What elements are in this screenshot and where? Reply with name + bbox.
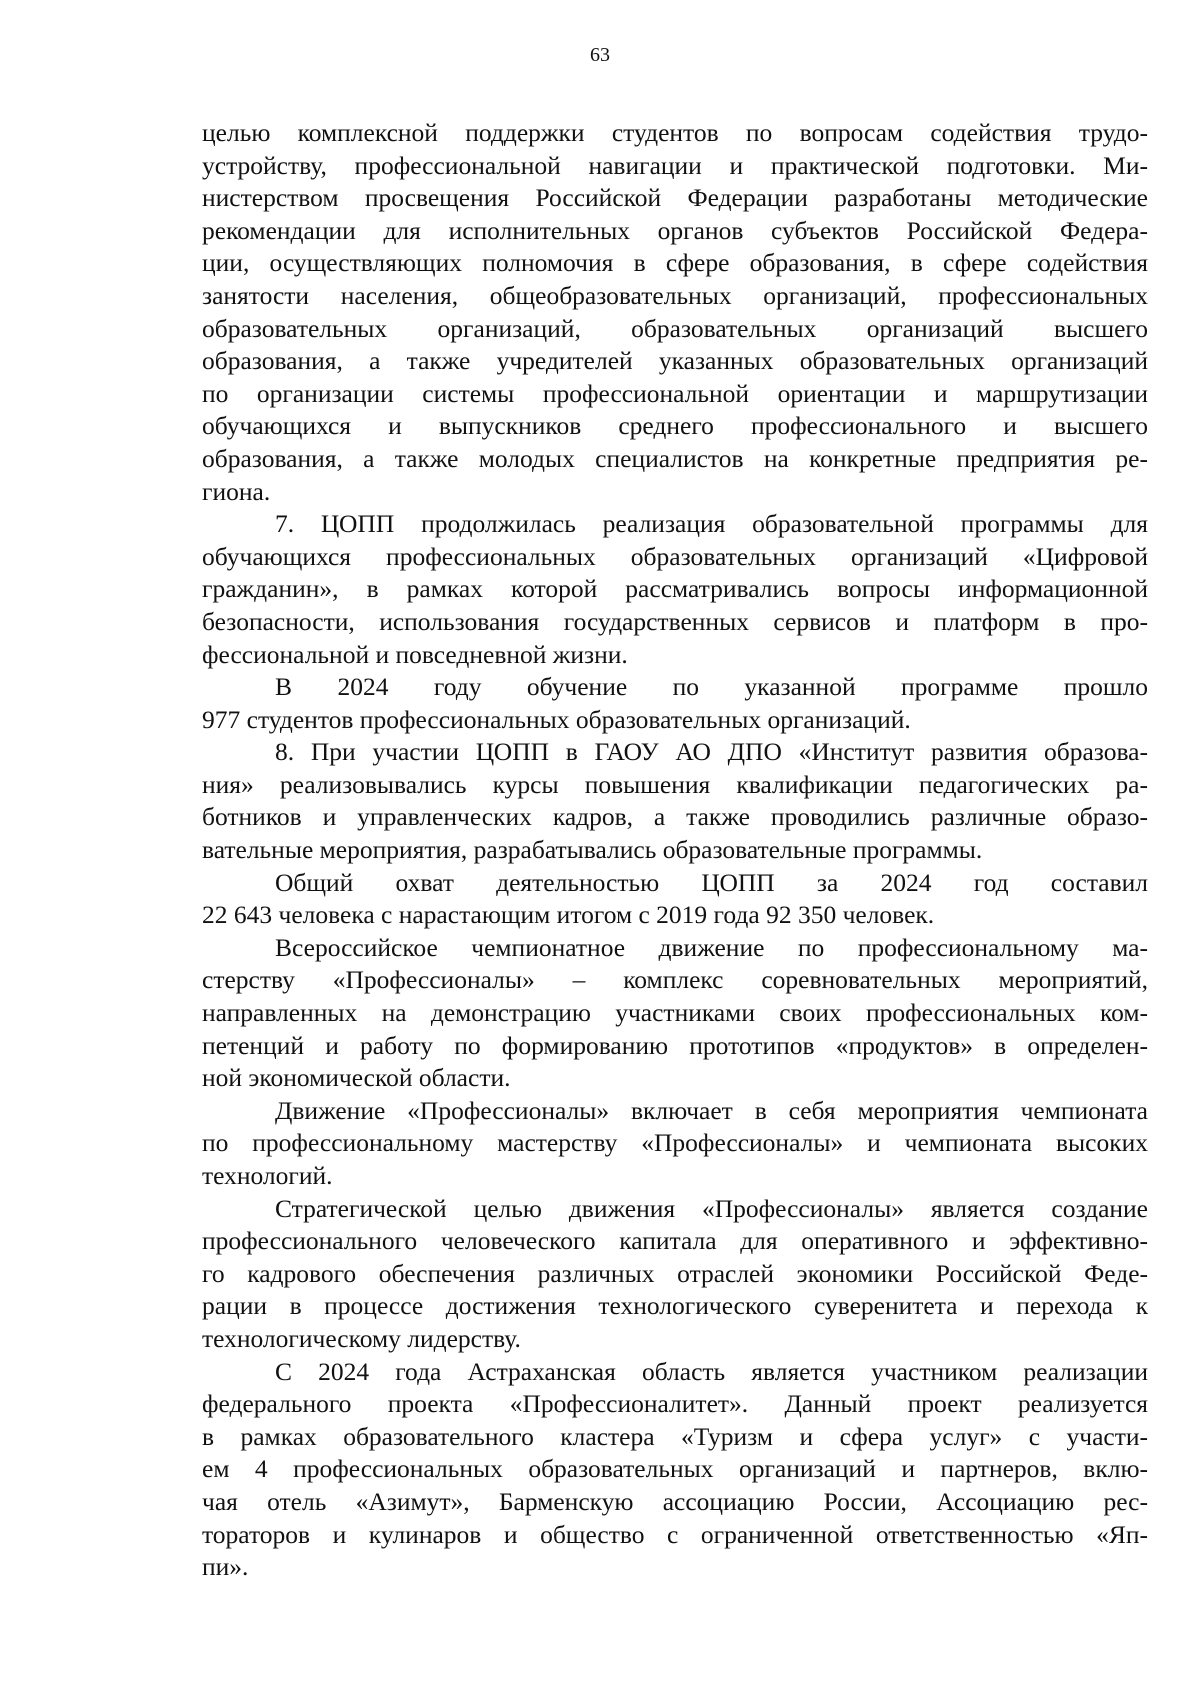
- paragraph-2: [202, 508, 1148, 671]
- text-line: ния» реализовывались курсы повышения квалификации педагогических ра-: [202, 769, 1148, 799]
- text-line: технологий.: [202, 1161, 333, 1190]
- paragraph-8: [202, 1193, 1148, 1356]
- text-line: занятости населения, общеобразовательных организаций, профессиональных: [202, 280, 1148, 310]
- text-line: петенций и работу по формированию прототипов «продуктов» в определен-: [202, 1030, 1148, 1060]
- text-line: по профессиональному мастерству «Профессионалы» и чемпионата высоких: [202, 1128, 1148, 1158]
- text-line: ной экономической области.: [202, 1063, 511, 1093]
- paragraph-5: [202, 867, 1148, 932]
- text-line: нистерством просвещения Российской Федерации разработаны методические: [202, 183, 1148, 213]
- text-line: пи».: [202, 1552, 249, 1582]
- paragraph-7: [202, 1095, 1148, 1193]
- paragraph-3: [202, 671, 1148, 736]
- text-line: направленных на демонстрацию участниками своих профессиональных ком-: [202, 998, 1148, 1028]
- text-line: вательные мероприятия, разрабатывались образовательные программы.: [202, 835, 983, 865]
- text-line: безопасности, использования государственных сервисов и платформ в про-: [202, 606, 1148, 636]
- text-line: Движение «Профессионалы» включает в себя мероприятия чемпионата: [275, 1095, 1148, 1125]
- text-line: 7. ЦОПП продолжилась реализация образовательной программы для: [275, 509, 1148, 539]
- text-line: федерального проекта «Профессионалитет». Данный проект реализуется: [202, 1389, 1148, 1419]
- text-line: ции, осуществляющих полномочия в сфере образования, в сфере содействия: [202, 248, 1148, 278]
- text-line: ем 4 профессиональных образовательных организаций и партнеров, вклю-: [202, 1454, 1148, 1484]
- text-line: гражданин», в рамках которой рассматривались вопросы информационной: [202, 574, 1148, 604]
- text-line: чая отель «Азимут», Барменскую ассоциацию России, Ассоциацию рес-: [202, 1486, 1148, 1516]
- text-line: обучающихся профессиональных образовательных организаций «Цифровой: [202, 541, 1148, 571]
- document-body: [202, 117, 1148, 1584]
- text-line: В 2024 году обучение по указанной программе прошло: [275, 672, 1148, 702]
- text-line: Всероссийское чемпионатное движение по профессиональному ма-: [275, 932, 1148, 962]
- text-line: 22 643 человека с нарастающим итогом с 2019 года 92 350 человек.: [202, 900, 935, 930]
- paragraph-6: [202, 932, 1148, 1095]
- text-line: 977 студентов профессиональных образовательных организаций.: [202, 704, 911, 734]
- text-line: профессионального человеческого капитала для оперативного и эффективно-: [202, 1226, 1148, 1256]
- text-line: обучающихся и выпускников среднего профессионального и высшего: [202, 411, 1148, 441]
- text-line: 8. При участии ЦОПП в ГАОУ АО ДПО «Институт развития образова-: [275, 737, 1148, 767]
- text-line: стерству «Профессионалы» – комплекс соревновательных мероприятий,: [202, 965, 1148, 995]
- page-number: 63: [590, 44, 610, 66]
- text-line: рекомендации для исполнительных органов субъектов Российской Федера-: [202, 215, 1148, 245]
- text-line: образования, а также учредителей указанных образовательных организаций: [202, 346, 1148, 376]
- text-line: го кадрового обеспечения различных отраслей экономики Российской Феде-: [202, 1258, 1148, 1288]
- paragraph-1: [202, 117, 1148, 508]
- text-line: тораторов и кулинаров и общество с ограниченной ответственностью «Яп-: [202, 1519, 1148, 1549]
- text-line: фессиональной и повседневной жизни.: [202, 639, 628, 669]
- text-line: в рамках образовательного кластера «Туризм и сфера услуг» с участи-: [202, 1421, 1148, 1451]
- paragraph-4: [202, 736, 1148, 866]
- text-line: ботников и управленческих кадров, а также проводились различные образо-: [202, 802, 1148, 832]
- text-line: целью комплексной поддержки студентов по вопросам содействия трудо-: [202, 118, 1148, 147]
- paragraph-9: [202, 1356, 1148, 1584]
- text-line: рации в процессе достижения технологического суверенитета и перехода к: [202, 1291, 1148, 1321]
- text-line: Стратегической целью движения «Профессионалы» является создание: [275, 1193, 1148, 1223]
- text-line: гиона.: [202, 476, 271, 506]
- text-line: образовательных организаций, образовательных организаций высшего: [202, 313, 1148, 343]
- text-line: образования, а также молодых специалистов на конкретные предприятия ре-: [202, 443, 1148, 473]
- text-line: технологическому лидерству.: [202, 1323, 521, 1353]
- text-line: С 2024 года Астраханская область является участником реализации: [275, 1356, 1148, 1386]
- text-line: Общий охват деятельностью ЦОПП за 2024 год составил: [275, 867, 1148, 897]
- text-line: по организации системы профессиональной ориентации и маршрутизации: [202, 378, 1148, 408]
- text-line: устройству, профессиональной навигации и практической подготовки. Ми-: [202, 150, 1148, 180]
